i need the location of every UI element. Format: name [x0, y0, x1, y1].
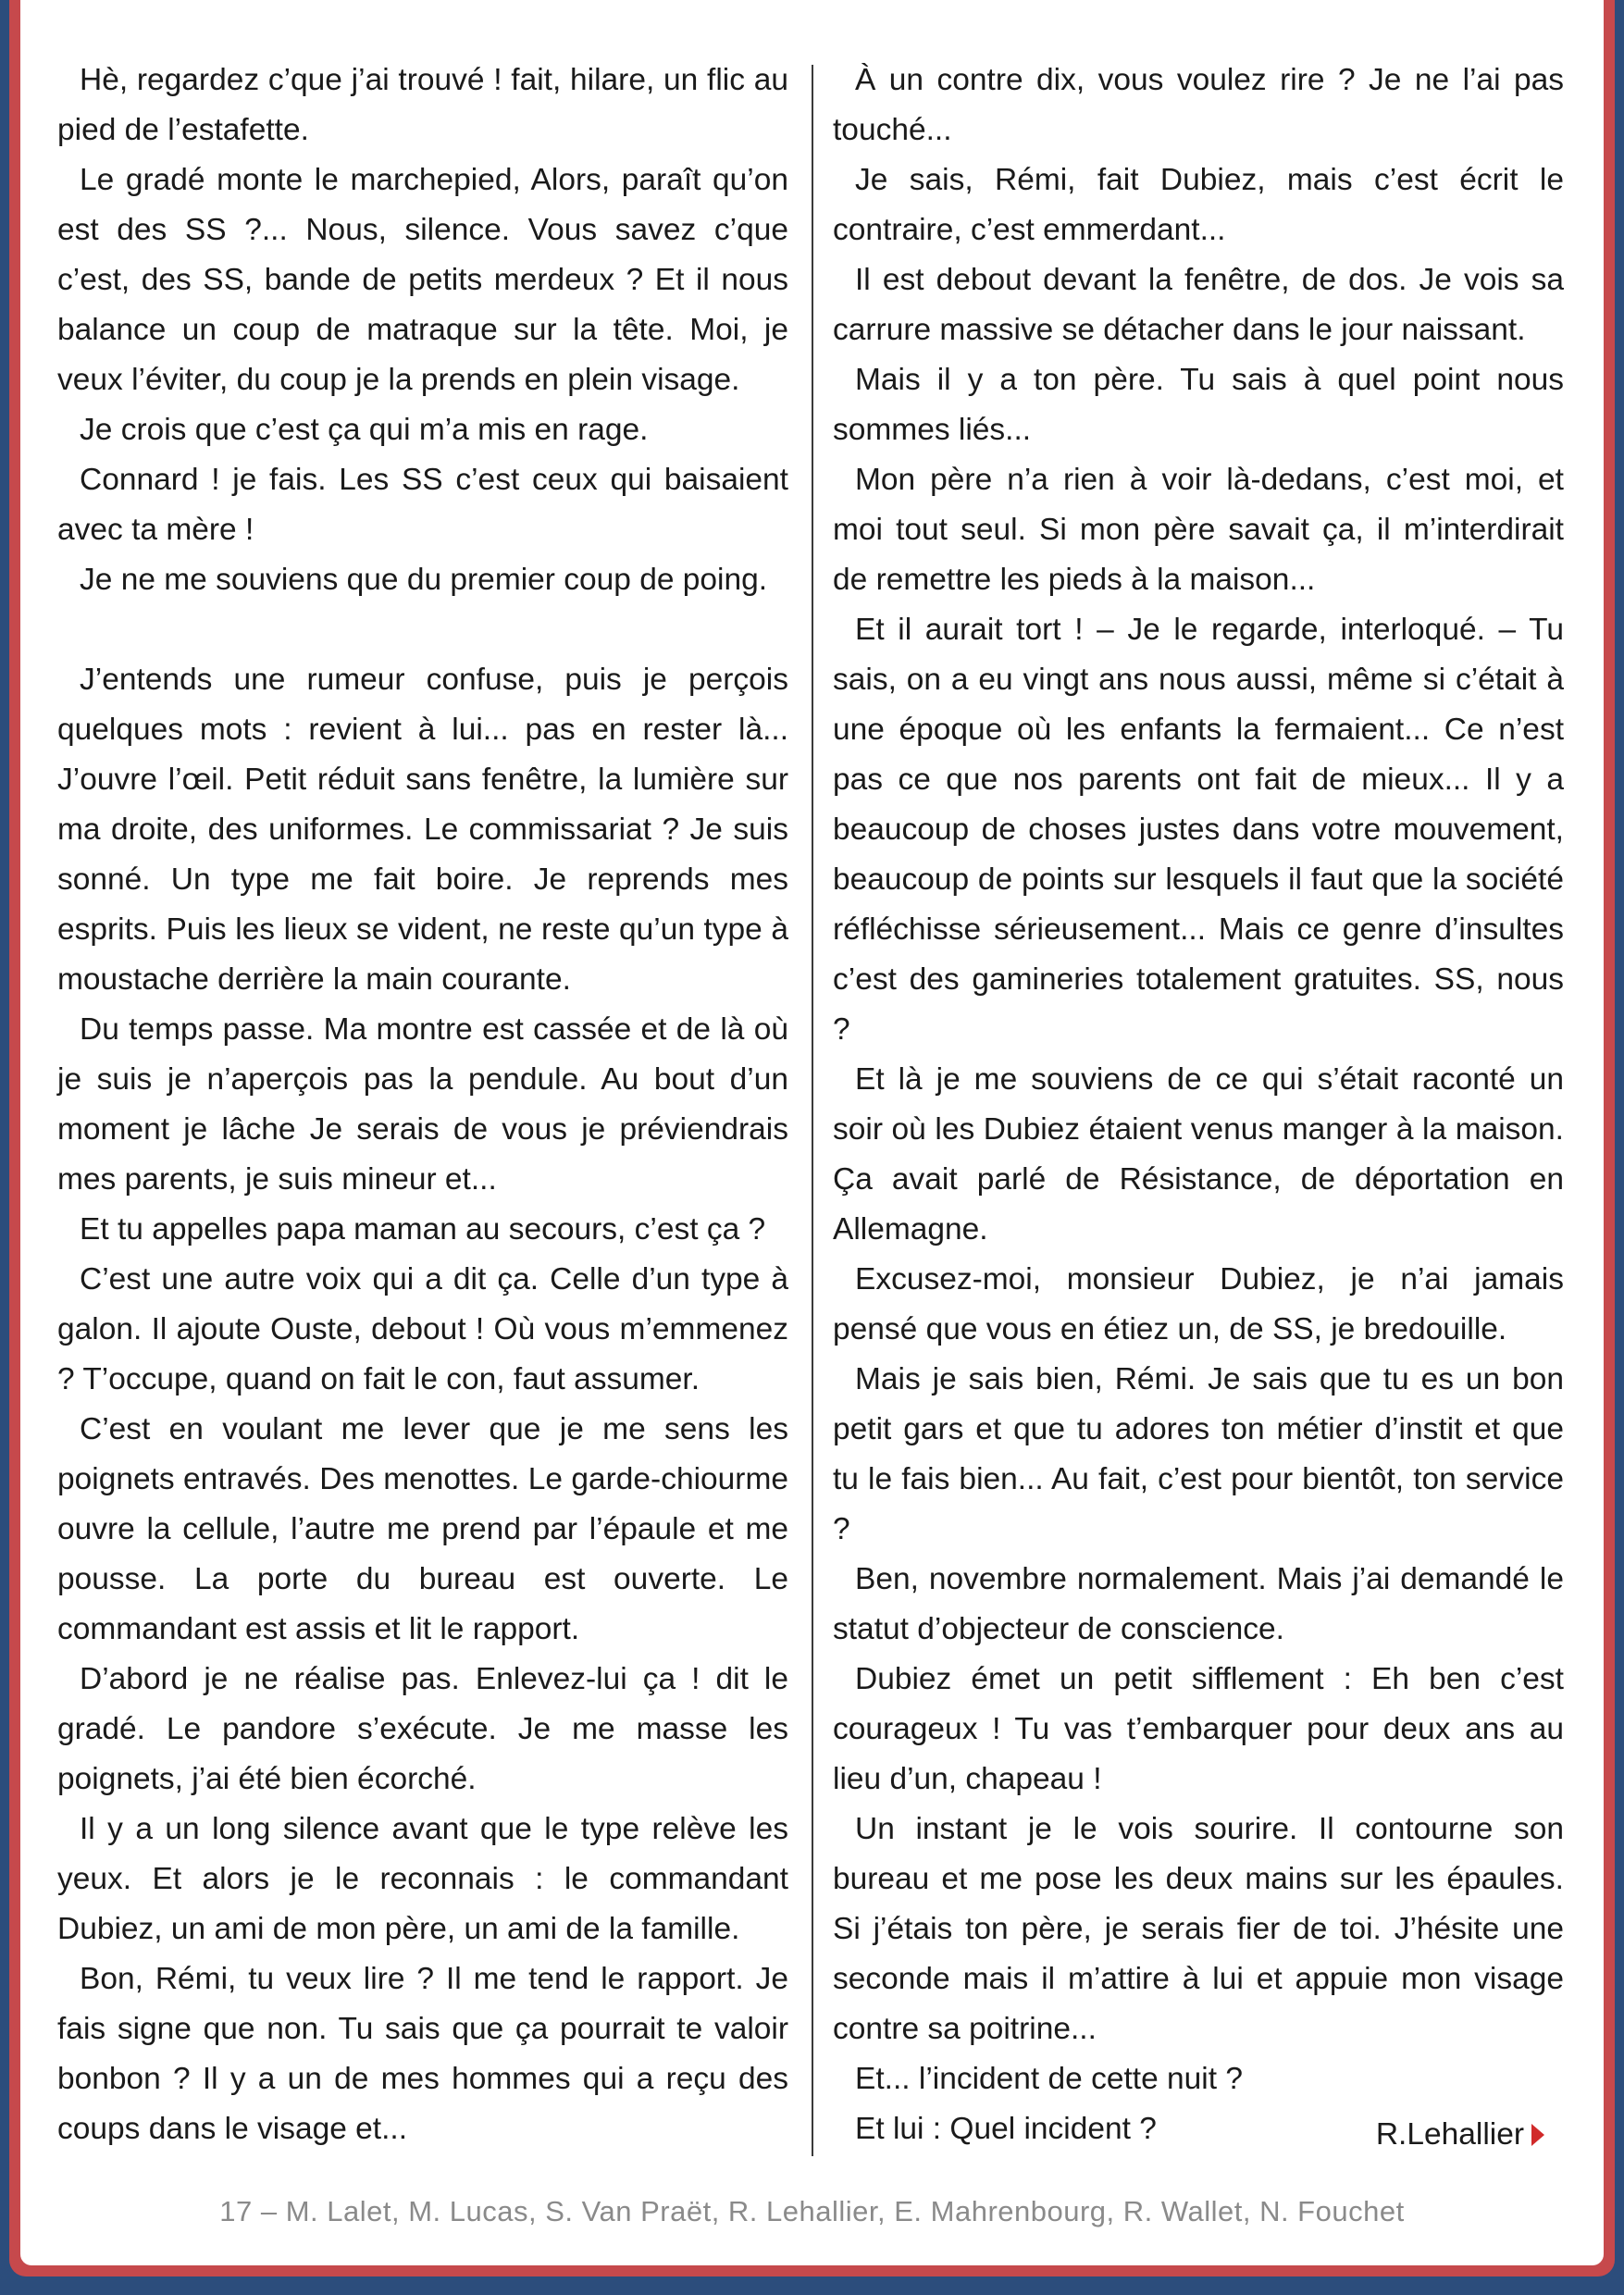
paragraph: Et lui : Quel incident ?: [855, 2112, 1157, 2146]
paragraph: Hè, regardez c’que j’ai trouvé ! fait, hilare, un flic au pied de l’estafette.: [57, 63, 788, 147]
paragraph: Il y a un long silence avant que le type relève les yeux. Et alors je le reconnais : le commandant Dubiez, un ami de mon père, un ami de la famille.: [57, 1812, 788, 1946]
paragraph: Je sais, Rémi, fait Dubiez, mais c’est écrit le contraire, c’est emmerdant...: [833, 163, 1564, 247]
paragraph: Dubiez émet un petit sifflement : Eh ben c’est courageux ! Tu vas t’embarquer pour deux ans au lieu d’un, chapeau !: [833, 1662, 1564, 1796]
paragraph: J’entends une rumeur confuse, puis je perçois quelques mots : revient à lui... pas en rester là... J’ouvre l’œil. Petit réduit sans fenêtre, la lumière sur ma droite, des uniformes. Le commissariat ? Je suis sonné. Un type me fait boire. Je reprends mes esprits. Puis les lieux se vident, ne reste qu’un type à moustache derrière la main courante.: [57, 663, 788, 997]
paragraph: D’abord je ne réalise pas. Enlevez-lui ça ! dit le gradé. Le pandore s’exécute. Je me masse les poignets, j’ai été bien écorché.: [57, 1662, 788, 1796]
right-column: [833, 56, 1564, 2154]
paragraph: Il est debout devant la fenêtre, de dos. Je vois sa carrure massive se détacher dans le jour naissant.: [833, 263, 1564, 347]
paragraph: Le gradé monte le marchepied, Alors, paraît qu’on est des SS ?... Nous, silence. Vous savez c’que c’est, des SS, bande de petits merdeux ? Et il nous balance un coup de matraque sur la tête. Moi, je veux l’éviter, du coup je la prends en plein visage.: [57, 163, 788, 397]
page-footer: 17 – M. Lalet, M. Lucas, S. Van Praët, R. Lehallier, E. Mahrenbourg, R. Wallet, N. Fouchet: [219, 2195, 1405, 2227]
author-signature: [1376, 2110, 1544, 2160]
paragraph: Et là je me souviens de ce qui s’était raconté un soir où les Dubiez étaient venus manger à la maison. Ça avait parlé de Résistance, de déportation en Allemagne.: [833, 1062, 1564, 1247]
left-column: [57, 56, 788, 2154]
paragraph: Ben, novembre normalement. Mais j’ai demandé le statut d’objecteur de conscience.: [833, 1562, 1564, 1646]
paragraph: Je crois que c’est ça qui m’a mis en rage.: [80, 413, 649, 447]
paragraph: C’est en voulant me lever que je me sens les poignets entravés. Des menottes. Le garde-chiourme ouvre la cellule, l’autre me prend par l’épaule et me pousse. La porte du bureau est ouverte. Le commandant est assis et lit le rapport.: [57, 1412, 788, 1646]
paragraph: Je ne me souviens que du premier coup de poing.: [80, 563, 768, 597]
signature-text: R.Lehallier: [1375, 2117, 1524, 2152]
paragraph: Et il aurait tort ! – Je le regarde, interloqué. – Tu sais, on a eu vingt ans nous aussi, même si c’était à une époque où les enfants la fermaient... Ce n’est pas ce que nos parents ont fait de mieux... Il y a beaucoup de choses justes dans votre mouvement, beaucoup de points sur lesquels il faut que la société réfléchisse sérieusement... Mais ce genre d’insultes c’est des gamineries totalement gratuites. SS, nous ?: [833, 613, 1564, 1047]
section-gap: [57, 605, 788, 655]
paragraph: Du temps passe. Ma montre est cassée et de là où je suis je n’aperçois pas la pendule. Au bout d’un moment je lâche Je serais de vous je préviendrais mes parents, je suis mineur et...: [57, 1012, 788, 1197]
paragraph: Et... l’incident de cette nuit ?: [855, 2062, 1243, 2096]
column-divider: [812, 65, 813, 2156]
paragraph: Excusez-moi, monsieur Dubiez, je n’ai jamais pensé que vous en étiez un, de SS, je bredouille.: [833, 1262, 1564, 1346]
page: [20, 0, 1604, 2265]
paragraph: Connard ! je fais. Les SS c’est ceux qui baisaient avec ta mère !: [57, 463, 788, 547]
paragraph: Bon, Rémi, tu veux lire ? Il me tend le rapport. Je fais signe que non. Tu sais que ça pourrait te valoir bonbon ? Il y a un de mes hommes qui a reçu des coups dans le visage et...: [57, 1962, 788, 2146]
paragraph: Mais je sais bien, Rémi. Je sais que tu es un bon petit gars et que tu adores ton métier d’instit et que tu le fais bien... Au fait, c’est pour bientôt, ton service ?: [833, 1362, 1564, 1546]
paragraph: Mon père n’a rien à voir là-dedans, c’est moi, et moi tout seul. Si mon père savait ça, il m’interdirait de remettre les pieds à la maison...: [833, 463, 1564, 597]
paragraph: Mais il y a ton père. Tu sais à quel point nous sommes liés...: [833, 363, 1564, 447]
paragraph: Un instant je le vois sourire. Il contourne son bureau et me pose les deux mains sur les épaules. Si j’étais ton père, je serais fier de toi. J’hésite une seconde mais il m’attire à lui et appuie mon visage contre sa poitrine...: [833, 1812, 1564, 2046]
paragraph: C’est une autre voix qui a dit ça. Celle d’un type à galon. Il ajoute Ouste, debout ! Où vous m’emmenez ? T’occupe, quand on fait le con, faut assumer.: [57, 1262, 788, 1396]
paragraph: À un contre dix, vous voulez rire ? Je ne l’ai pas touché...: [833, 63, 1564, 147]
arrow-mark-icon: [1531, 2124, 1544, 2146]
paragraph: Et tu appelles papa maman au secours, c’est ça ?: [80, 1212, 766, 1247]
